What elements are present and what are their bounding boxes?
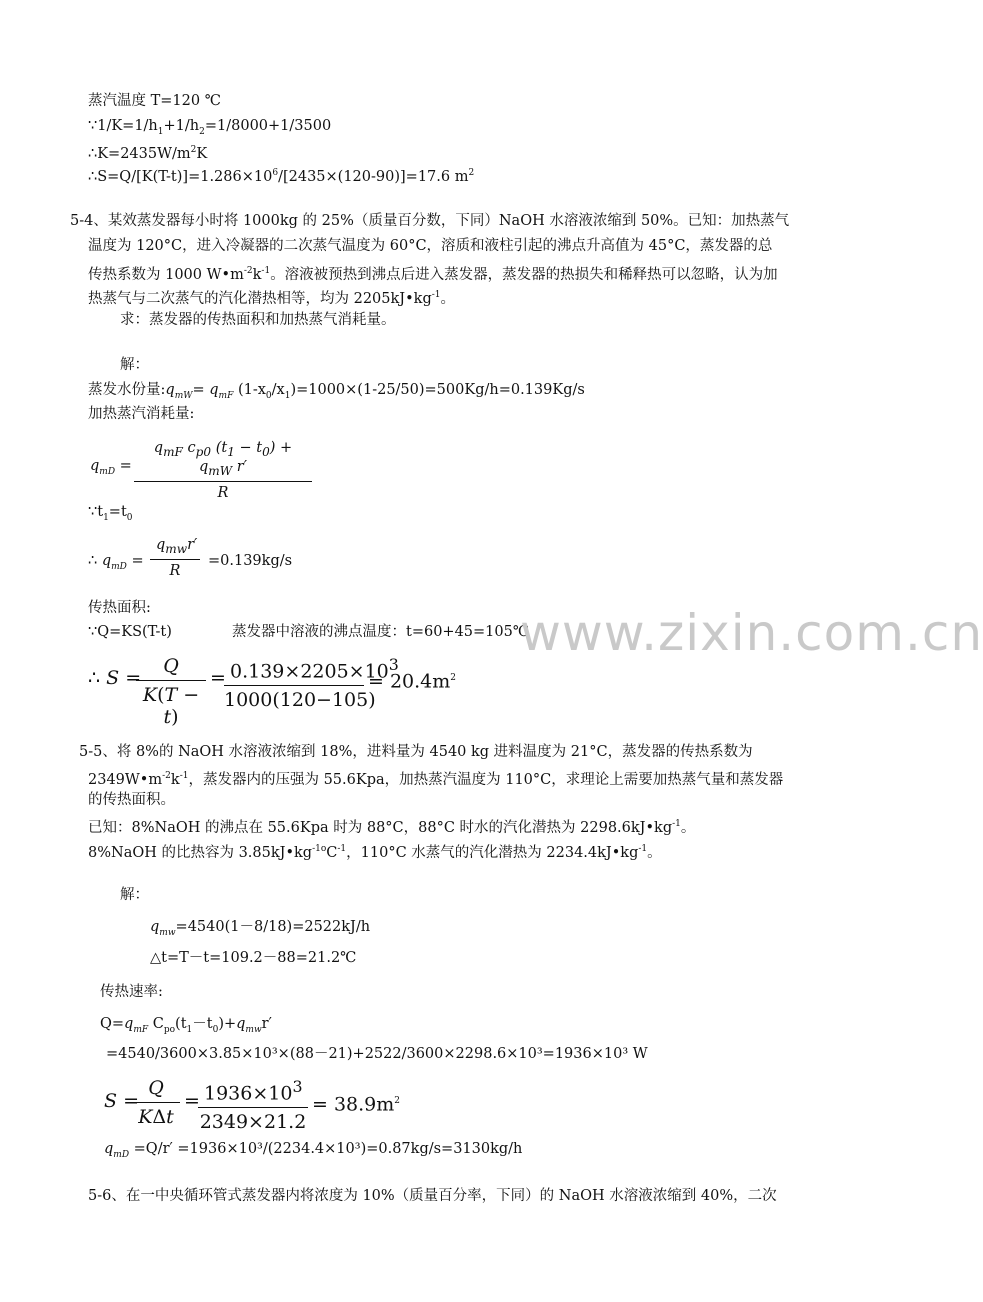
s-fraction-symbolic: $\frac{Q}{K(T - t)}$ bbox=[136, 655, 206, 728]
problem-5-4-line-4: 热蒸气与二次蒸气的汽化潜热相等，均为 $2205kJ•kg^{-1}$。 bbox=[88, 290, 456, 307]
solution-label: 解： bbox=[120, 357, 149, 373]
s-equation-lhs: ∴ S = bbox=[88, 667, 142, 689]
q-expression-line: $Q=q_{mF}$ $C_{po}(t_1-t_0)+q_{mw}r'$ bbox=[100, 1016, 272, 1035]
s-fraction-numeric-5-5: $\frac{1936\times 10^3}{2349\times 21.2}$ bbox=[199, 1077, 307, 1134]
because-q-line: ∵Q=KS(T-t) bbox=[88, 624, 172, 640]
s-value: = $20.4m^2$ bbox=[368, 670, 457, 693]
qmd-calculation-line: $q_{mD} =Q/r' =1936\times 10^3/(2234.4\times 10^3)=0.87kg/s=3130kg/h$ bbox=[104, 1141, 523, 1160]
evaporation-amount-line: 蒸发水份量$:q_{mW}= q_{mF}$ $(1-x_0/x_1)=1000\times(1-25/50)=500Kg/h=0.139Kg/s$ bbox=[88, 382, 585, 401]
problem-5-4-question: 求：蒸发器的传热面积和加热蒸气消耗量。 bbox=[120, 312, 396, 328]
qmw-line: $q_{mw}=4540(1-8/18)=2522kJ/h$ bbox=[150, 919, 371, 938]
problem-5-5-line-2: $2349W•m^{-2}k^{-1}$，蒸发器内的压强为 55.6Kpa，加热蒸汽温度为 110°C，求理论上需要加热蒸气量和蒸发器 bbox=[88, 771, 784, 788]
problem-5-4-line-3: 传热系数为 1000 $W•m^{-2}k^{-1}$。溶液被预热到沸点后进入蒸发器，蒸发器的热损失和稀释热可以忽略，认为加 bbox=[88, 266, 778, 283]
solution-label-5-5: 解： bbox=[120, 887, 149, 903]
watermark-text: www.zixin.com.cn bbox=[520, 604, 983, 662]
equals-sign-5-5: = bbox=[184, 1090, 200, 1112]
heat-transfer-area-label: 传热面积: bbox=[88, 600, 151, 616]
problem-5-4-line-1: 5-4、某效蒸发器每小时将 1000kg 的 25%（质量百分数，下同）NaOH 水溶液浓缩到 50%。已知：加热蒸气 bbox=[70, 213, 790, 229]
qmd-value: =0.139kg/s bbox=[208, 553, 293, 569]
problem-5-5-line-1: 5-5、将 8%的 NaOH 水溶液浓缩到 18%，进料量为 4540 kg 进料温度为 21°C，蒸发器的传热系数为 bbox=[79, 744, 753, 760]
delta-t-line: △t=T－t=109.2－88=21.2℃ bbox=[150, 950, 357, 966]
s-value-5-5: = $38.9m^2$ bbox=[312, 1093, 401, 1116]
qmd-short-fraction: $q_{mw}r'$ R bbox=[150, 537, 200, 579]
equals-sign: = bbox=[210, 667, 226, 689]
steam-consumption-label: 加热蒸汽消耗量: bbox=[88, 406, 195, 422]
s-fraction-symbolic-5-5: Q KΔt bbox=[132, 1077, 180, 1128]
s-result-line: $\therefore S=Q/[K(T-t)]=1.286\times 10^6/[2435\times(120-90)]=17.6$ $m^2$ bbox=[88, 168, 475, 185]
q-calculation-line: =4540/3600×3.85×10³×(88－21)+2522/3600×2298.6×10³=1936×10³ W bbox=[106, 1046, 648, 1062]
heat-rate-label: 传热速率: bbox=[100, 984, 163, 1000]
problem-5-5-line-3: 的传热面积。 bbox=[88, 792, 175, 808]
qmd-result-line: ∴ $q_{mD}$ = bbox=[88, 553, 144, 572]
problem-5-6-line-1: 5-6、在一中央循环管式蒸发器内将浓度为 10%（质量百分率，下同）的 NaOH 水溶液浓缩到 40%，二次 bbox=[88, 1188, 777, 1204]
qmd-fraction: $q_{mF}$ $c_{p0}$ $(t_1 - t_0) + q_{mW}$ r′ R bbox=[134, 440, 312, 501]
problem-5-4-line-2: 温度为 120°C，进入冷凝器的二次蒸气温度为 60°C，溶质和液柱引起的沸点升高值为 45°C，蒸发器的总 bbox=[88, 238, 773, 254]
boiling-point-line: 蒸发器中溶液的沸点温度：t=60+45=105℃ bbox=[232, 624, 530, 640]
qmd-symbol: $q_{mD}$ = bbox=[90, 458, 132, 477]
s-fraction-numeric: $\frac{0.139\times 2205\times 10^3}{1000(120-105)}$ bbox=[224, 655, 399, 712]
because-t-line: $\because t_1=t_0$ bbox=[88, 504, 133, 523]
k-result-line: $\therefore K=2435W/m^2K$ bbox=[88, 145, 208, 162]
problem-5-5-given-2: 8%NaOH 的比热容为 $3.85kJ•kg^{-1o}C^{-1}$，110°C 水蒸气的汽化潜热为 $2234.4kJ•kg^{-1}$。 bbox=[88, 844, 662, 861]
k-formula-line: $\because 1/K=1/h_1+1/h_2=1/8000+1/3500$ bbox=[88, 118, 332, 137]
s-equation-lhs-5-5: S = bbox=[104, 1090, 139, 1112]
problem-5-5-given-1: 已知：8%NaOH 的沸点在 55.6Kpa 时为 88°C，88°C 时水的汽化潜热为 $2298.6kJ•kg^{-1}$。 bbox=[88, 819, 696, 836]
steam-temperature-line: 蒸汽温度 T=120 ℃ bbox=[88, 93, 221, 109]
